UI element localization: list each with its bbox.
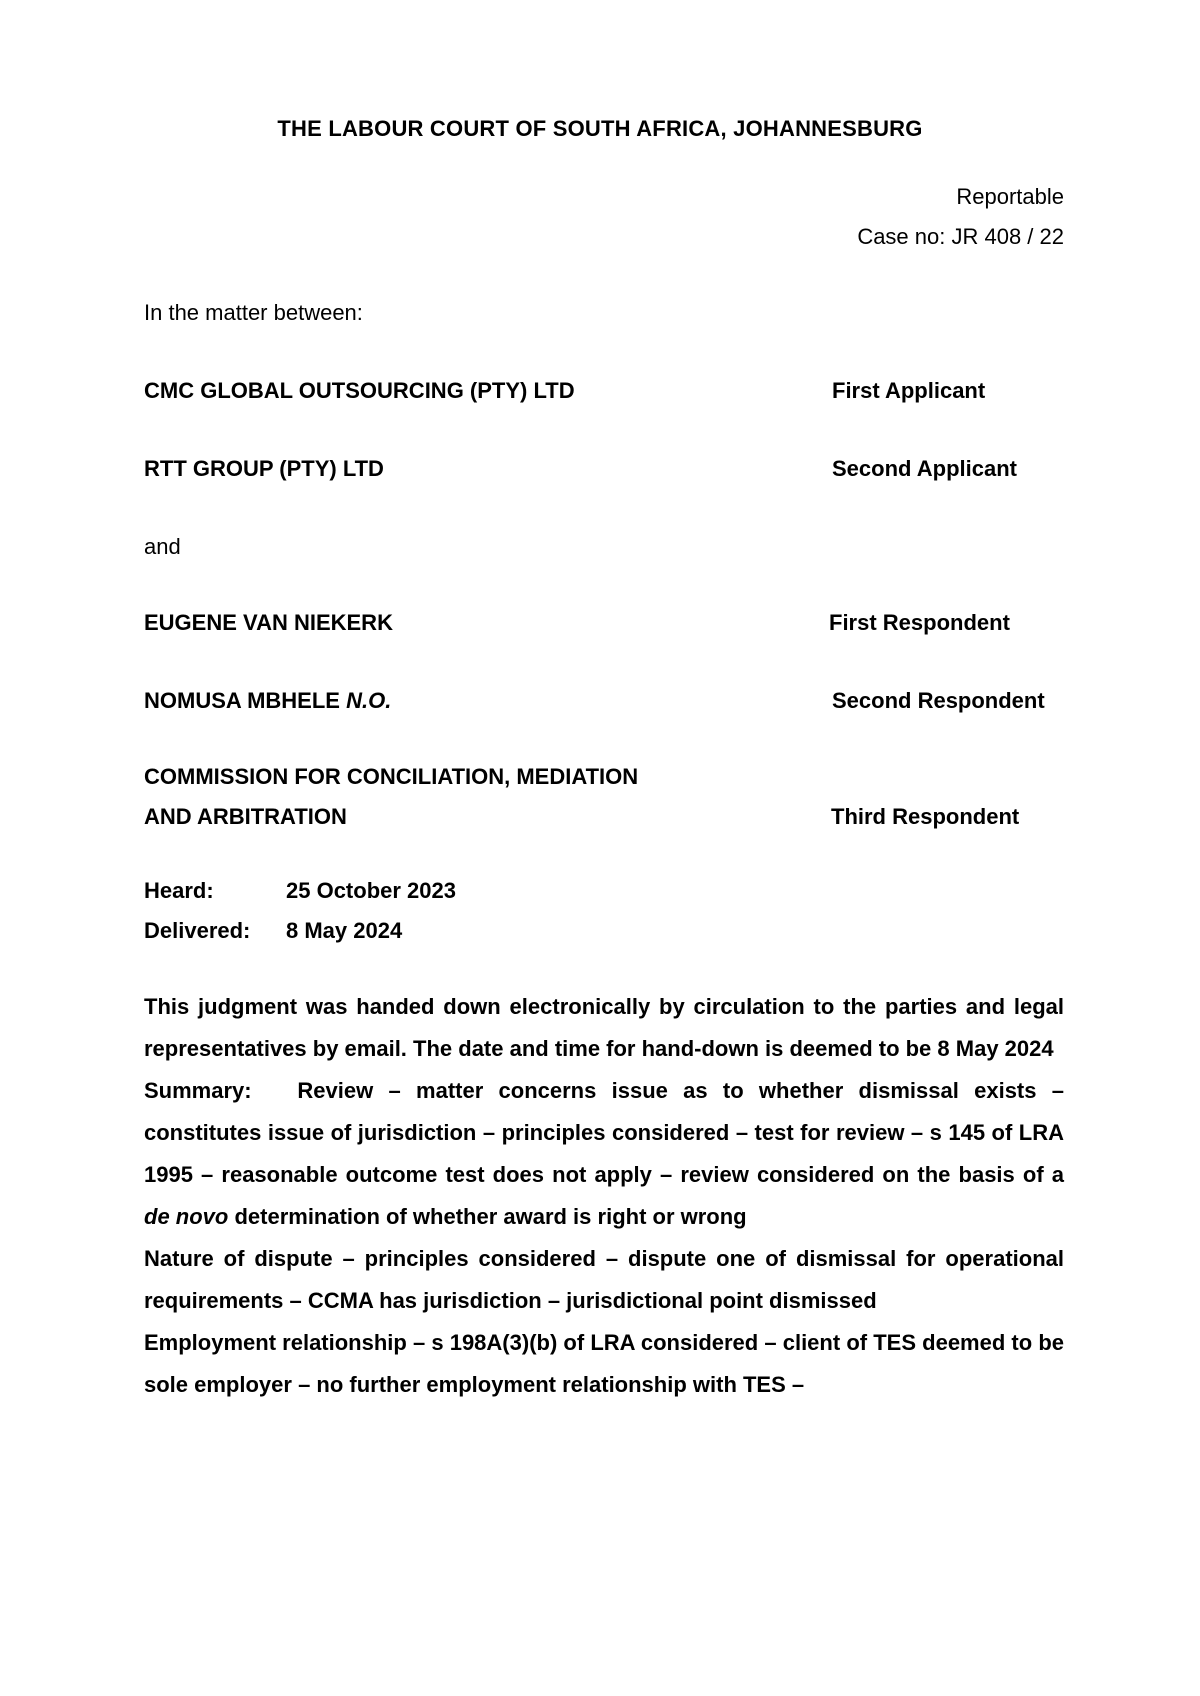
summary-text: Review – matter concerns issue as to whether dismissal exists – constitutes issue of jurisdiction – principles considered – test for review – s 145 of LRA 1995 – reasonable outcome test does not apply – review considered on the basis of a (144, 1078, 1064, 1187)
second-applicant-role: Second Applicant (832, 456, 1017, 481)
delivered-label: Delivered: (144, 918, 251, 943)
nature-of-dispute-paragraph: Nature of dispute – principles considered – dispute one of dismissal for operational requirements – CCMA has jurisdiction – jurisdictional point dismissed (144, 1246, 1064, 1313)
summary-text-end: determination of whether award is right or wrong (228, 1204, 747, 1229)
and-conjunction: and (144, 534, 181, 559)
second-applicant-name: RTT GROUP (PTY) LTD (144, 456, 384, 481)
heard-label: Heard: (144, 878, 214, 903)
first-applicant-name: CMC GLOBAL OUTSOURCING (PTY) LTD (144, 378, 575, 403)
first-respondent-role: First Respondent (829, 610, 1010, 635)
second-respondent-name (144, 688, 391, 714)
third-respondent-name-line2: AND ARBITRATION (144, 804, 347, 829)
second-respondent-name-text: NOMUSA MBHELE (144, 688, 347, 713)
first-respondent-name: EUGENE VAN NIEKERK (144, 610, 393, 635)
hand-down-notice: This judgment was handed down electronically by circulation to the parties and legal representatives by email. The date and time for hand-down is deemed to be 8 May 2024 (144, 994, 1064, 1061)
matter-intro: In the matter between: (144, 300, 363, 325)
court-title: THE LABOUR COURT OF SOUTH AFRICA, JOHANNESBURG (277, 116, 923, 141)
summary-label: Summary: (144, 1078, 252, 1103)
summary-paragraph (144, 1070, 1064, 1238)
second-respondent-role: Second Respondent (832, 688, 1045, 713)
de-novo-term: de novo (144, 1204, 229, 1229)
employment-relationship-paragraph: Employment relationship – s 198A(3)(b) of LRA considered – client of TES deemed to be sole employer – no further employment relationship with TES – (144, 1330, 1064, 1397)
heard-date: 25 October 2023 (286, 878, 456, 903)
case-number: Case no: JR 408 / 22 (857, 224, 1064, 249)
third-respondent-name-line1: COMMISSION FOR CONCILIATION, MEDIATION (144, 764, 639, 789)
third-respondent-role: Third Respondent (831, 804, 1020, 829)
reportable-label: Reportable (956, 184, 1064, 209)
delivered-date: 8 May 2024 (286, 918, 403, 943)
nomine-officii-suffix: N.O. (346, 688, 392, 713)
judgment-body (144, 986, 1064, 1406)
first-applicant-role: First Applicant (832, 378, 986, 403)
